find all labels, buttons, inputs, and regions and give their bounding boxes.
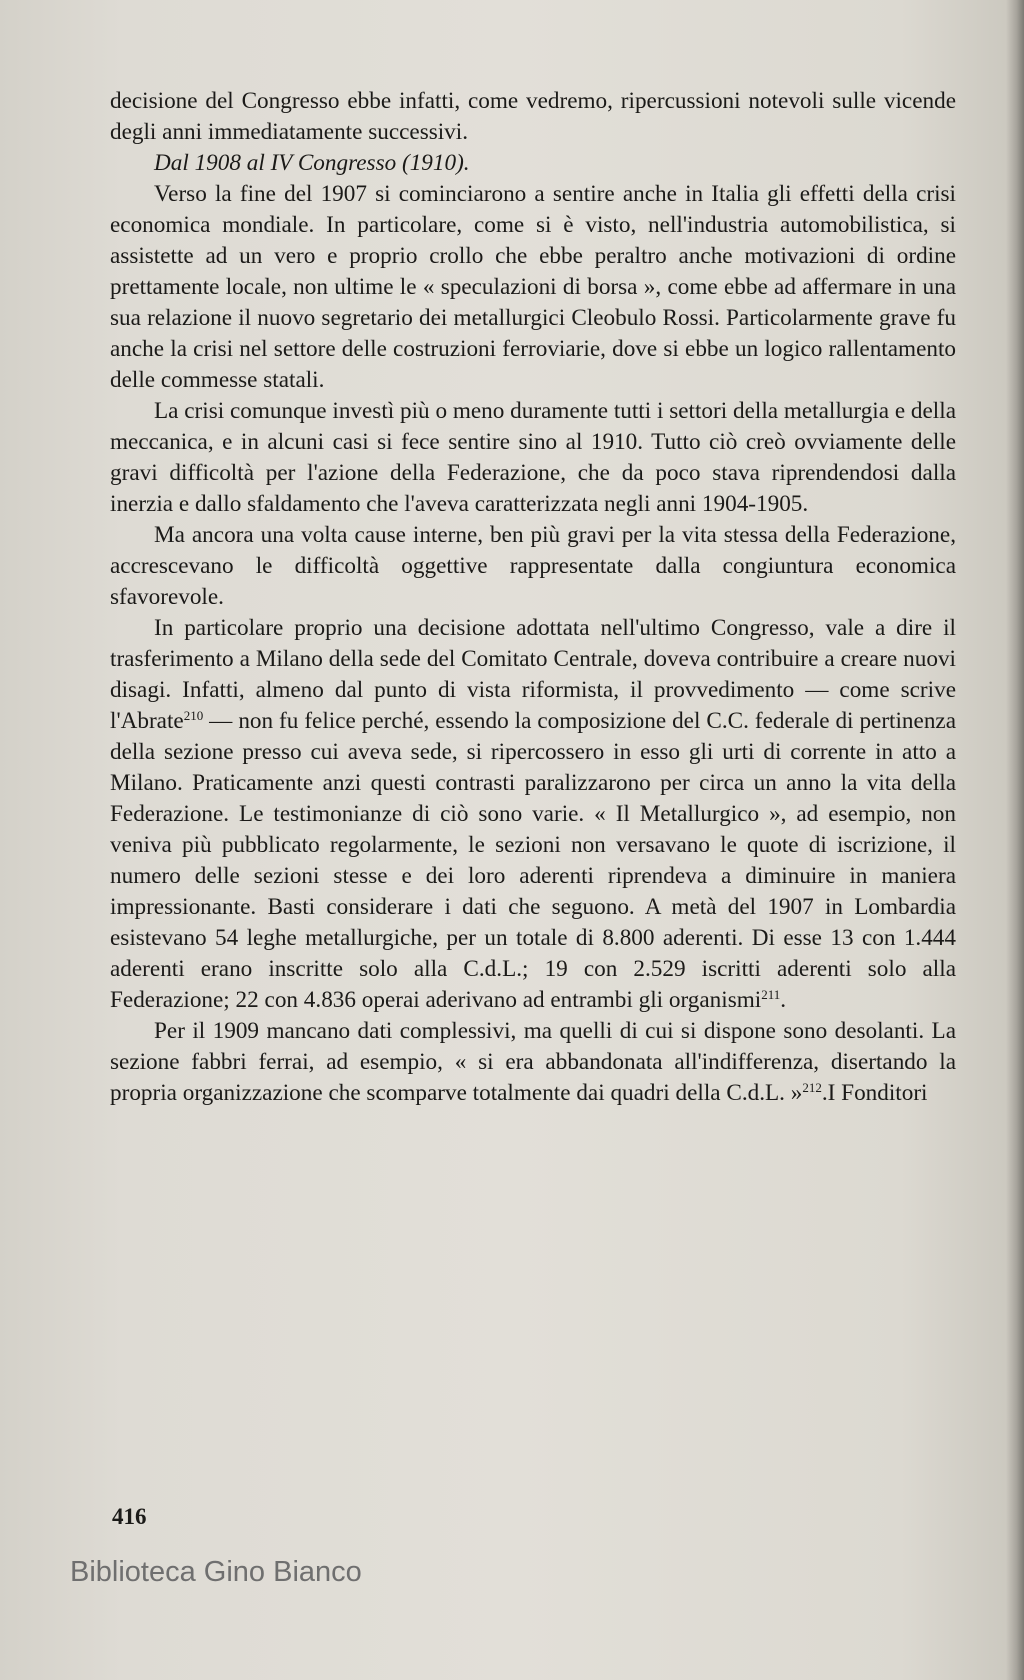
library-watermark: Biblioteca Gino Bianco: [70, 1556, 362, 1588]
page-number: 416: [112, 1504, 147, 1529]
text-run: — non fu felice perché, essendo la composizione del C.C. federale di pertinenza della sezione presso cui aveva sede, si ripercossero in esso gli urti di corrente in atto a Milano. Praticamente anzi questi contrasti paralizzarono per circa un anno la vita della Federazione. Le testimonianze di ciò sono varie. « Il Metallurgico », ad esempio, non veniva più pubblicato regolarmente, le sezioni non versavano le quote di iscrizione, il numero delle sezioni stesse e dei loro aderenti riprendeva a diminuire in maniera impressionante. Basti considerare i dati che seguono. A metà del 1907 in Lombardia esistevano 54 leghe metallurgiche, per un totale di 8.800 aderenti. Di esse 13 con 1.444 aderenti erano inscritte solo alla C.d.L.; 19 con 2.529 iscritti aderenti solo alla Federazione; 22 con 4.836 operai aderivano ad entrambi gli organismi: [110, 708, 956, 1013]
paragraph-internal-causes: Ma ancora una volta cause interne, ben più gravi per la vita stessa della Federazione, accrescevano le difficoltà oggettive rappresentate dalla congiuntura economica sfavorevole.: [110, 522, 956, 610]
paragraph-1909: [110, 1016, 956, 1109]
paragraph-milan-transfer: [110, 613, 956, 1016]
paragraph-metallurgy: La crisi comunque investì più o meno duramente tutti i settori della metallurgia e della meccanica, e in alcuni casi si fece sentire sino al 1910. Tutto ciò creò ovviamente delle gravi difficoltà per l'azione della Federazione, che da poco stava riprendendosi dalla inerzia e dallo sfaldamento che l'aveva caratterizzata negli anni 1904-1905.: [110, 398, 956, 517]
footnote-ref-210: 210: [183, 708, 204, 723]
footnote-ref-211: 211: [761, 987, 781, 1002]
text-run: Per il 1909 mancano dati complessivi, ma quelli di cui si dispone sono desolanti. La sezione fabbri ferrai, ad esempio, « si era abbandonata all'indifferenza, disertando la propria organizzazione che scomparve totalmente dai quadri della C.d.L. »: [110, 1018, 956, 1106]
paragraph-crisis: Verso la fine del 1907 si cominciarono a sentire anche in Italia gli effetti della crisi economica mondiale. In particolare, come si è visto, nell'industria automobilistica, si assistette ad un vero e proprio crollo che ebbe peraltro anche motivazioni di ordine prettamente locale, non ultime le « speculazioni di borsa », come ebbe ad affermare in una sua relazione il nuovo segretario dei metallurgici Cleobulo Rossi. Particolarmente grave fu anche la crisi nel settore delle costruzioni ferroviarie, dove si ebbe un logico rallentamento delle commesse statali.: [110, 181, 956, 393]
opening-paragraph: decisione del Congresso ebbe infatti, come vedremo, ripercussioni notevoli sulle vicende degli anni immediatamente successivi.: [110, 88, 956, 145]
footnote-ref-212: 212: [802, 1080, 822, 1095]
text-run: In particolare proprio una decisione adottata nell'ultimo Congresso, vale a dire il trasferimento a Milano della sede del Comitato Centrale, doveva contribuire a creare nuovi disagi. Infatti, almeno dal punto di vista riformista, il provvedimento — come scrive l'Abrate: [110, 615, 956, 734]
text-run: .: [780, 987, 787, 1013]
section-heading: Dal 1908 al IV Congresso (1910).: [154, 150, 470, 176]
body-text: [110, 86, 956, 1109]
text-run: .I Fonditori: [821, 1080, 928, 1106]
